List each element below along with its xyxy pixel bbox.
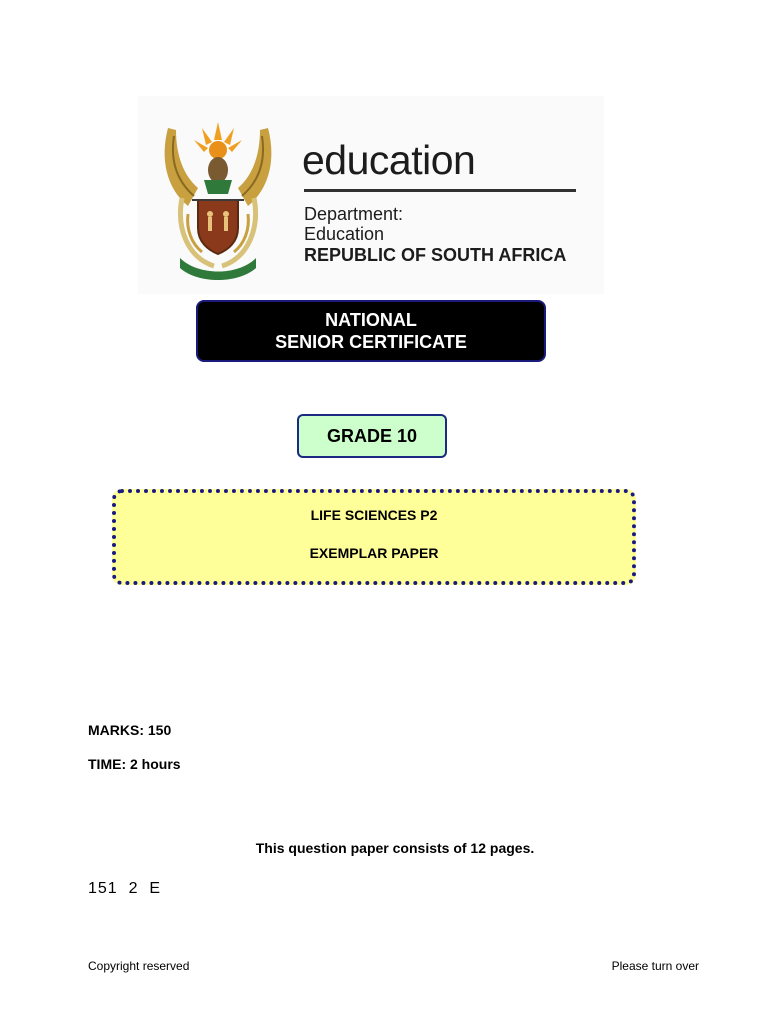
page-count-note: This question paper consists of 12 pages. bbox=[255, 840, 535, 856]
coat-of-arms-icon bbox=[158, 118, 278, 280]
subject-panel bbox=[112, 489, 636, 585]
paper-type: EXEMPLAR PAPER bbox=[309, 545, 439, 561]
grade-badge: GRADE 10 bbox=[297, 414, 447, 458]
department-label: Department: bbox=[304, 204, 404, 224]
certificate-banner bbox=[196, 300, 546, 362]
certificate-line-2: SENIOR CERTIFICATE bbox=[275, 332, 467, 352]
time-label: TIME: 2 hours bbox=[88, 756, 181, 772]
subject-title: LIFE SCIENCES P2 bbox=[310, 507, 438, 523]
department-wordmark: education bbox=[302, 137, 476, 183]
country-name: REPUBLIC OF SOUTH AFRICA bbox=[304, 245, 567, 265]
marks-label: MARKS: 150 bbox=[88, 722, 172, 738]
certificate-line-1: NATIONAL bbox=[325, 310, 417, 330]
turn-over-footer: Please turn over bbox=[611, 959, 699, 973]
paper-code: 151 2 E bbox=[88, 880, 162, 897]
header-divider bbox=[304, 189, 576, 192]
department-name: Education bbox=[304, 224, 385, 244]
copyright-footer: Copyright reserved bbox=[88, 959, 190, 973]
